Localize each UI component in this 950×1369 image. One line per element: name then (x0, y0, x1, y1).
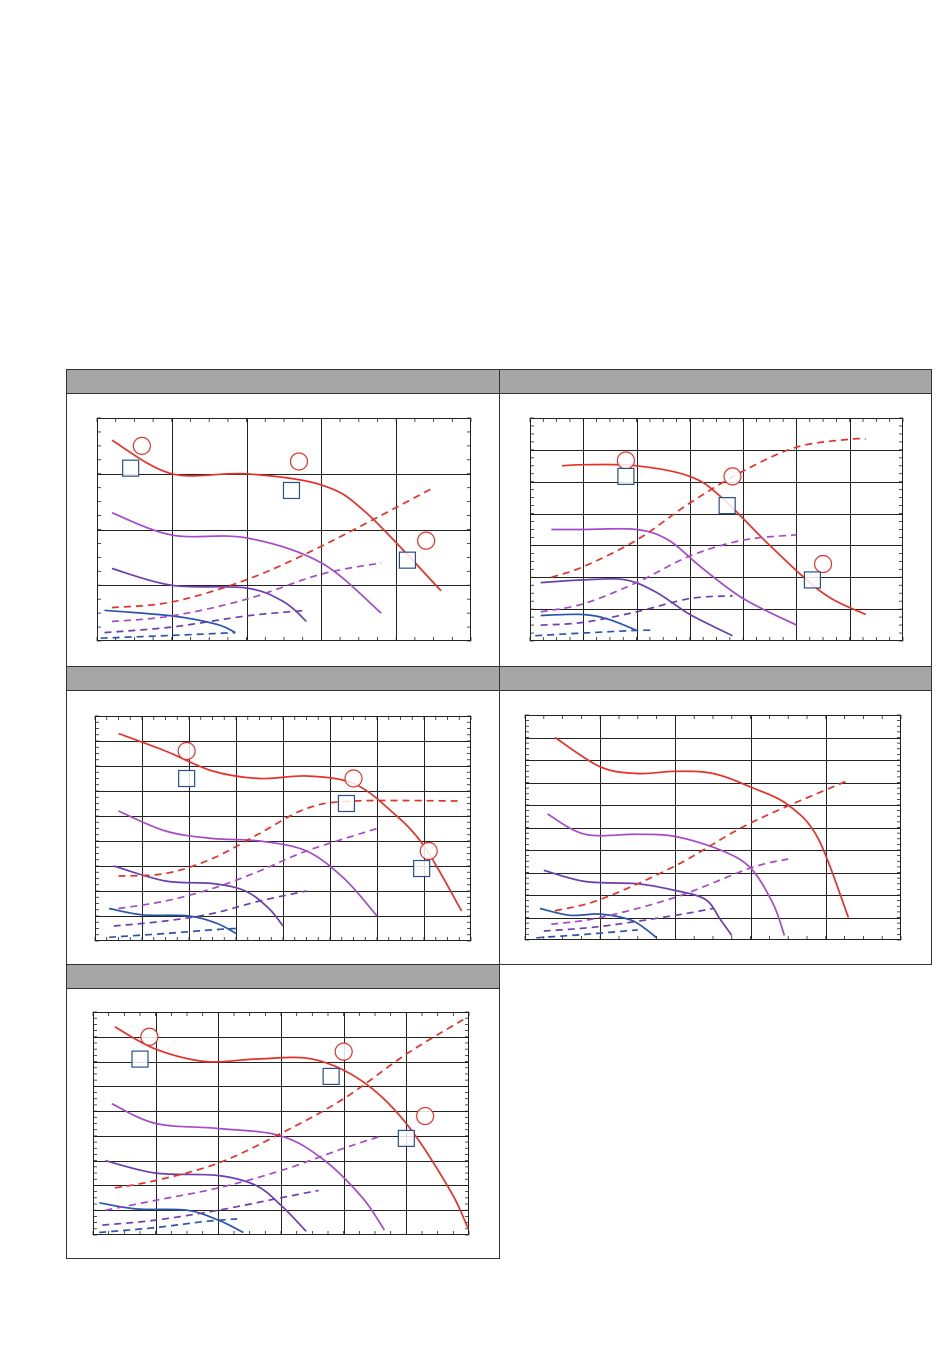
operating-point-square-marker (804, 572, 820, 588)
chart-panel-2 (499, 369, 932, 667)
operating-point-square-marker (132, 1051, 148, 1067)
operating-point-square-marker (618, 468, 634, 484)
chart-panel-1 (66, 369, 500, 667)
operating-point-square-marker (283, 482, 299, 498)
chart-5-plot (93, 1012, 469, 1235)
operating-point-square-marker (338, 796, 354, 812)
panel-header-5 (67, 965, 499, 989)
operating-point-square-marker (414, 861, 430, 877)
operating-point-square-marker (719, 498, 735, 514)
operating-point-square-marker (399, 552, 415, 568)
panel-header-2 (500, 370, 931, 394)
operating-point-circle-marker (420, 843, 437, 860)
operating-point-circle-marker (617, 452, 634, 469)
operating-point-circle-marker (178, 743, 195, 760)
chart-2-plot (530, 418, 903, 641)
operating-point-circle-marker (417, 1108, 434, 1125)
operating-point-circle-marker (290, 453, 307, 470)
operating-point-square-marker (398, 1130, 414, 1146)
operating-point-square-marker (123, 460, 139, 476)
chart-1-plot (97, 418, 471, 641)
operating-point-circle-marker (335, 1043, 352, 1060)
panel-header-1 (67, 370, 499, 394)
operating-point-square-marker (323, 1068, 339, 1084)
panel-header-4 (500, 667, 931, 691)
operating-point-circle-marker (141, 1028, 158, 1045)
chart-4-plot (525, 715, 901, 940)
chart-panel-5 (66, 964, 500, 1259)
operating-point-circle-marker (724, 468, 741, 485)
chart-panel-3 (66, 666, 500, 965)
operating-point-circle-marker (133, 437, 150, 454)
operating-point-circle-marker (815, 556, 832, 573)
operating-point-circle-marker (418, 532, 435, 549)
operating-point-square-marker (179, 771, 195, 787)
chart-3-plot (95, 716, 471, 941)
chart-panel-4 (499, 666, 932, 965)
panel-header-3 (67, 667, 499, 691)
operating-point-circle-marker (345, 770, 362, 787)
